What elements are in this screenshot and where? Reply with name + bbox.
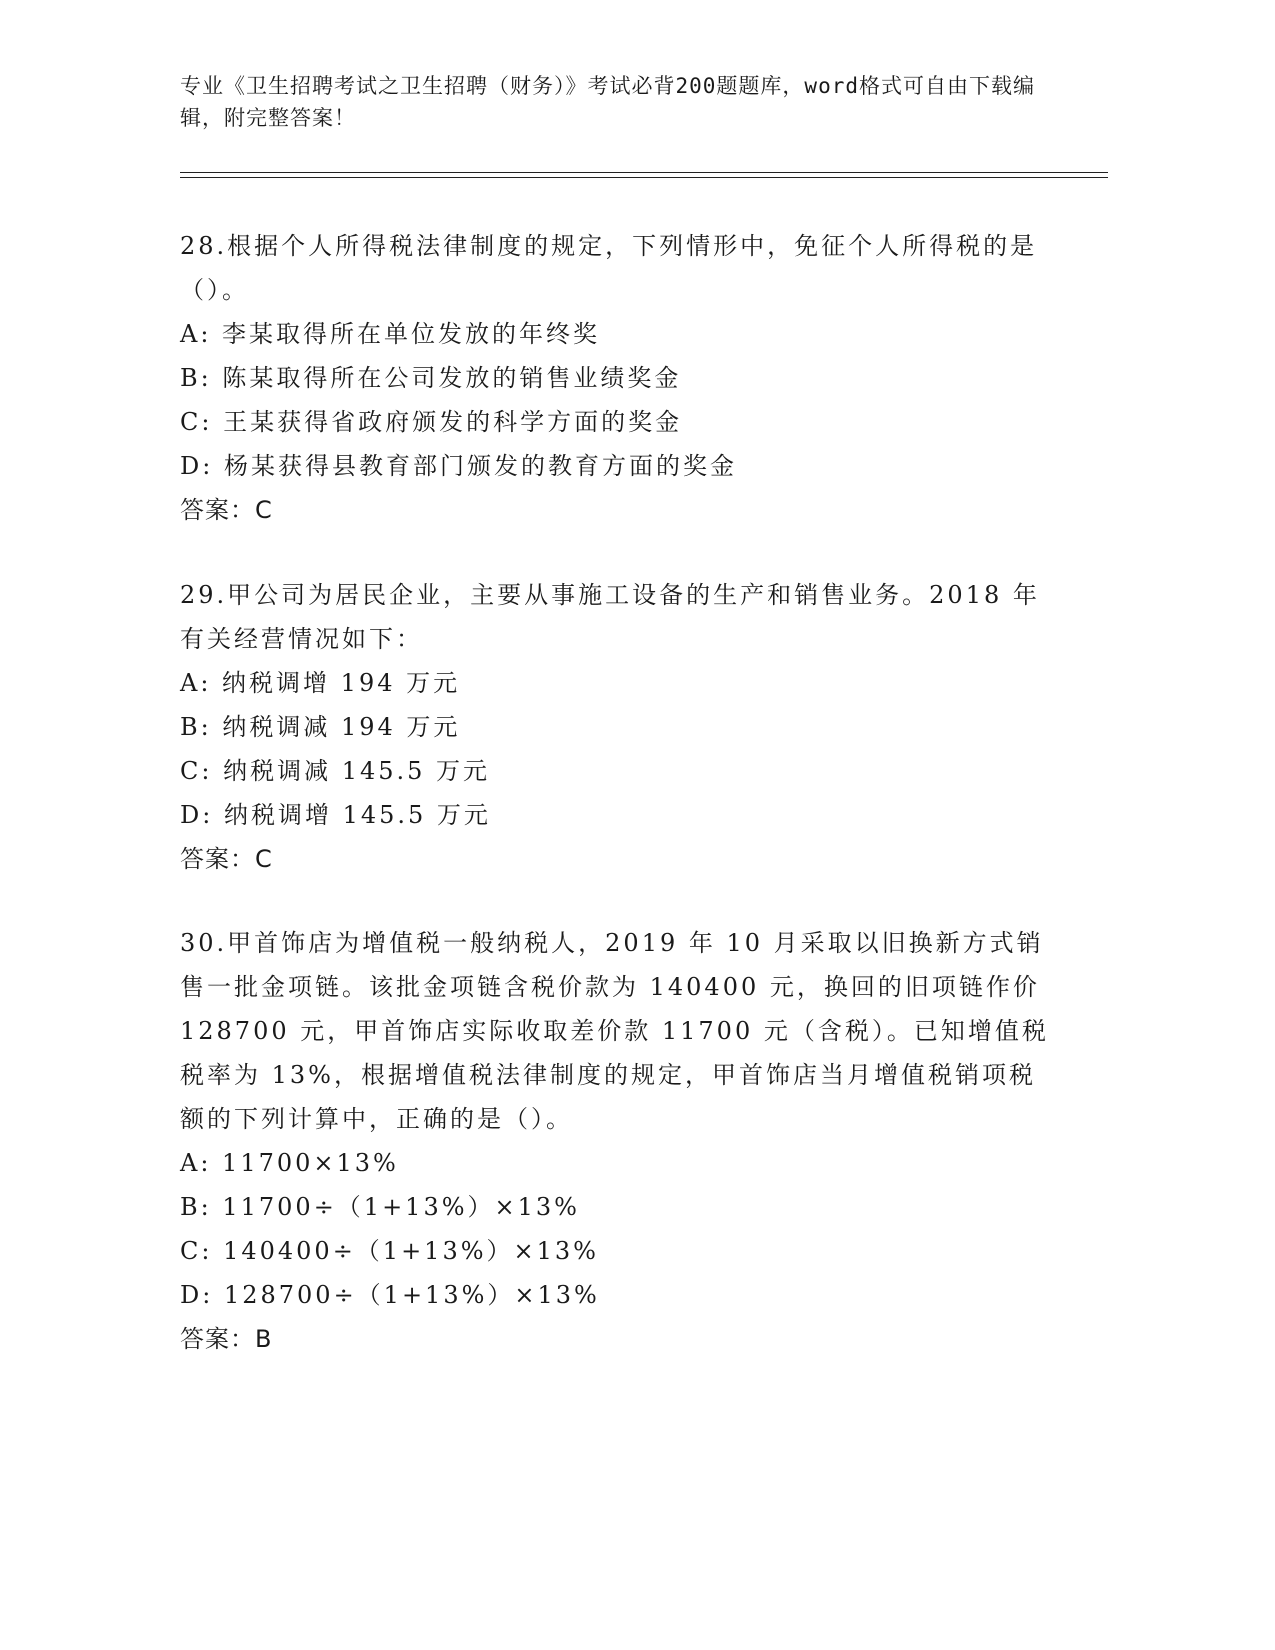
option-d: D: 128700÷（1+13%）×13% [180, 1281, 600, 1309]
option-a: A: 李某取得所在单位发放的年终奖 [180, 320, 601, 348]
option-a: A: 纳税调增 194 万元 [180, 669, 461, 697]
option-c: C: 纳税调减 145.5 万元 [180, 757, 491, 785]
answer: 答案：C [180, 496, 273, 524]
question-text: 28.根据个人所得税法律制度的规定，下列情形中，免征个人所得税的是（）。 [180, 232, 1038, 304]
header-divider-top [180, 172, 1108, 173]
option-d: D: 纳税调增 145.5 万元 [180, 801, 491, 829]
option-b: B: 陈某取得所在公司发放的销售业绩奖金 [180, 364, 682, 392]
option-c: C: 王某获得省政府颁发的科学方面的奖金 [180, 408, 683, 436]
question-text: 30.甲首饰店为增值税一般纳税人，2019 年 10 月采取以旧换新方式销售一批金项链。该批金项链含税价款为 140400 元，换回的旧项链作价 128700 元，甲首饰店实际收取差价款 11700 元（含税）。已知增值税税率为 13%，根据增值税法律制度的规定，甲首饰店当月增值税销项税额的下列计算中，正确的是（）。 [180, 929, 1049, 1133]
question-30 [180, 921, 1050, 1361]
question-29 [180, 573, 1050, 881]
header-divider-bottom [180, 177, 1108, 178]
answer: 答案：C [180, 845, 273, 873]
option-b: B: 纳税调减 194 万元 [180, 713, 461, 741]
option-c: C: 140400÷（1+13%）×13% [180, 1237, 599, 1265]
option-d: D: 杨某获得县教育部门颁发的教育方面的奖金 [180, 452, 737, 480]
question-28 [180, 224, 1050, 532]
option-b: B: 11700÷（1+13%）×13% [180, 1193, 580, 1221]
question-text: 29.甲公司为居民企业，主要从事施工设备的生产和销售业务。2018 年有关经营情况如下： [180, 581, 1040, 653]
document-header: 专业《卫生招聘考试之卫生招聘（财务）》考试必背200题题库，word格式可自由下载编辑，附完整答案！ [180, 74, 1035, 130]
answer: 答案：B [180, 1325, 273, 1353]
option-a: A: 11700×13% [180, 1149, 399, 1177]
